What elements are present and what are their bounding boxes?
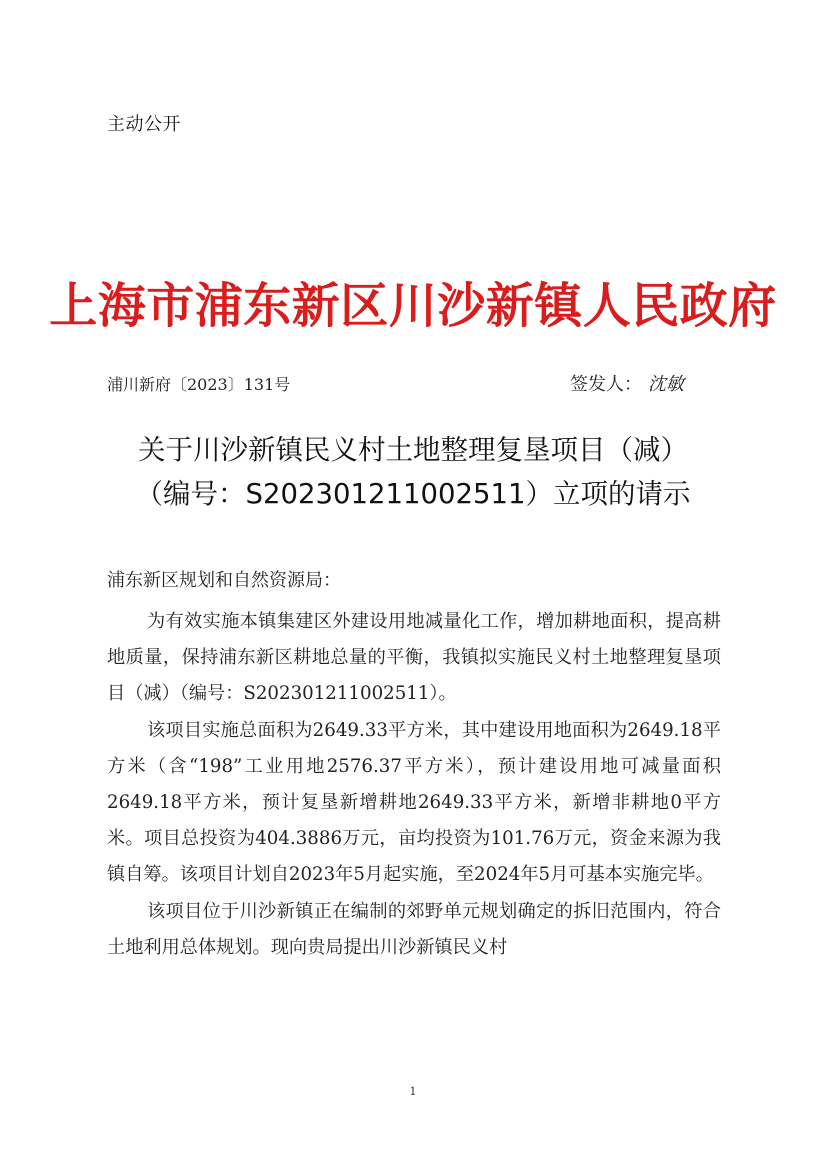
document-number: 浦川新府〔2023〕131号 <box>107 375 291 394</box>
title-line-1: 关于川沙新镇民义村土地整理复垦项目（减） <box>138 434 688 466</box>
body-text <box>107 604 721 966</box>
title-line-2: （编号：S202301211002511）立项的请示 <box>135 478 691 510</box>
signer-signature: 沈敏 <box>648 374 684 395</box>
issuer-letterhead: 上海市浦东新区川沙新镇人民政府 <box>49 278 777 334</box>
signer-block <box>570 370 684 396</box>
document-title <box>100 428 726 516</box>
paragraph: 该项目实施总面积为2649.33平方米，其中建设用地面积为2649.18平方米（含“198”工业用地2576.37平方米），预计建设用地可减量面积2649.18平方米，预计复垦新增耕地2649.33平方米，新增非耕地0平方米。项目总投资为404.3886万元，亩均投资为101.76万元，资金来源为我镇自筹。该项目计划自2023年5月起实施，至2024年5月可基本实施完毕。 <box>107 719 721 886</box>
addressee: 浦东新区规划和自然资源局： <box>107 570 341 591</box>
signer-label: 签发人： <box>570 374 642 395</box>
disclosure-tag: 主动公开 <box>107 114 181 135</box>
paragraph: 为有效实施本镇集建区外建设用地减量化工作，增加耕地面积，提高耕地质量，保持浦东新区耕地总量的平衡，我镇拟实施民义村土地整理复垦项目（减）（编号：S202301211002511）。 <box>107 611 721 705</box>
paragraph: 该项目位于川沙新镇正在编制的郊野单元规划确定的拆旧范围内，符合土地利用总体规划。现向贵局提出川沙新镇民义村 <box>107 900 721 958</box>
page-number: 1 <box>409 1085 417 1098</box>
